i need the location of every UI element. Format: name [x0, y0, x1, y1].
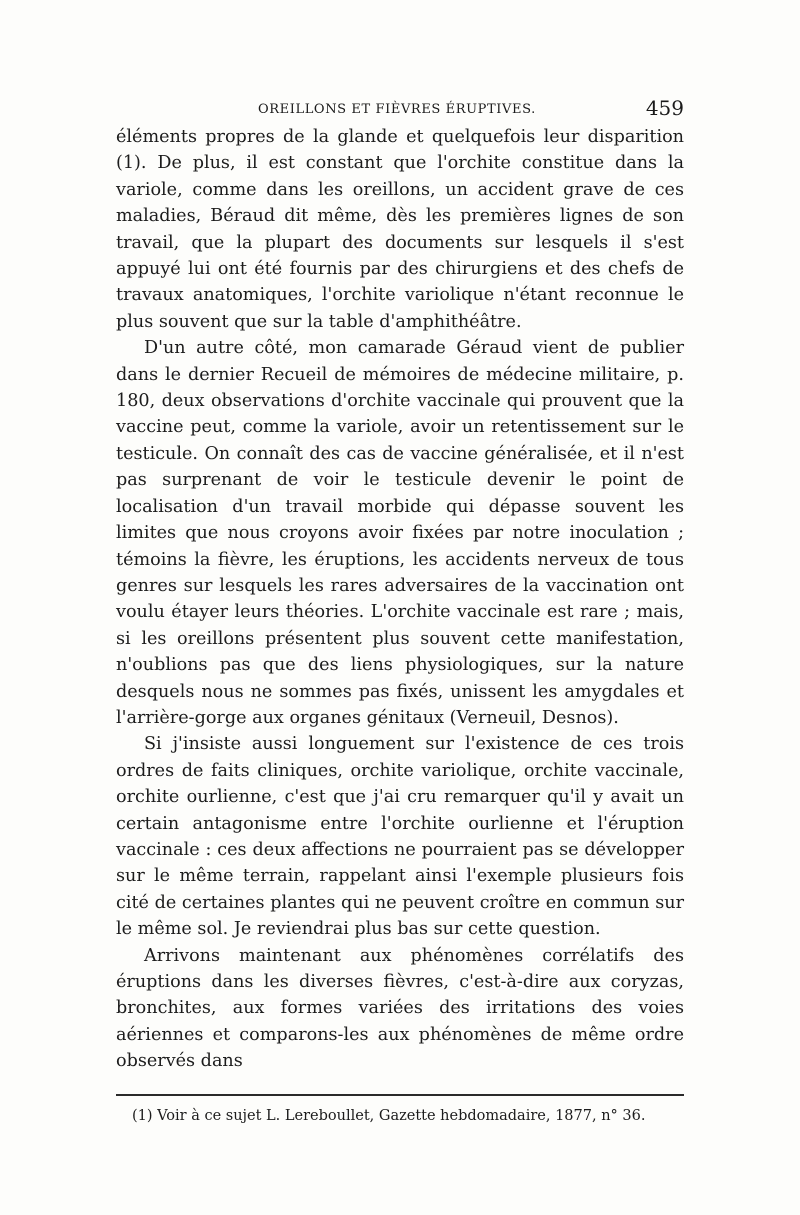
- paragraph: éléments propres de la glande et quelquefois leur disparition (1). De plus, il est constant que l'orchite constitue dans la variole, comme dans les oreillons, un accident grave de ces maladies, Béraud dit même, dès les premières lignes de son travail, que la plupart des documents sur lesquels il s'est appuyé lui ont été fournis par des chirurgiens et des chefs de travaux anatomiques, l'orchite variolique n'étant reconnue le plus souvent que sur la table d'amphithéâtre.: [116, 127, 684, 332]
- body-text: [116, 124, 684, 1075]
- page-header: [116, 96, 684, 126]
- paragraph: Si j'insiste aussi longuement sur l'existence de ces trois ordres de faits cliniques, orchite variolique, orchite vaccinale, orchite ourlienne, c'est que j'ai cru remarquer qu'il y avait un certain antagonisme entre l'orchite ourlienne et l'éruption vaccinale : ces deux affections ne pourraient pas se développer sur le même terrain, rappelant ainsi l'exemple plusieurs fois cité de certaines plantes qui ne peuvent croître en commun sur le même sol. Je reviendrai plus bas sur cette question.: [116, 734, 684, 940]
- running-title: OREILLONS ET FIÈVRES ÉRUPTIVES.: [258, 102, 536, 117]
- page-number: 459: [645, 96, 684, 120]
- paragraph: Arrivons maintenant aux phénomènes corrélatifs des éruptions dans les diverses fièvres, c'est-à-dire aux coryzas, bronchites, aux formes variées des irritations des voies aériennes et comparons-les aux phénomènes de même ordre observés dans: [116, 945, 684, 1072]
- paragraph: D'un autre côté, mon camarade Géraud vient de publier dans le dernier Recueil de mémoires de médecine militaire, p. 180, deux observations d'orchite vaccinale qui prouvent que la vaccine peut, comme la variole, avoir un retentissement sur le testicule. On connaît des cas de vaccine généralisée, et il n'est pas surprenant de voir le testicule devenir le point de localisation d'un travail morbide qui dépasse souvent les limites que nous croyons avoir fixées par notre inoculation ; témoins la fièvre, les éruptions, les accidents nerveux de tous genres sur lesquels les rares adversaires de la vaccination ont voulu étayer leurs théories. L'orchite vaccinale est rare ; mais, si les oreillons présentent plus souvent cette manifestation, n'oublions pas que des liens physiologiques, sur la nature desquels nous ne sommes pas fixés, unissent les amygdales et l'arrière-gorge aux organes génitaux (Verneuil, Desnos).: [116, 338, 684, 728]
- footnote: (1) Voir à ce sujet L. Lereboullet, Gazette hebdomadaire, 1877, n° 36.: [132, 1108, 646, 1124]
- footnote-divider: [116, 1094, 684, 1096]
